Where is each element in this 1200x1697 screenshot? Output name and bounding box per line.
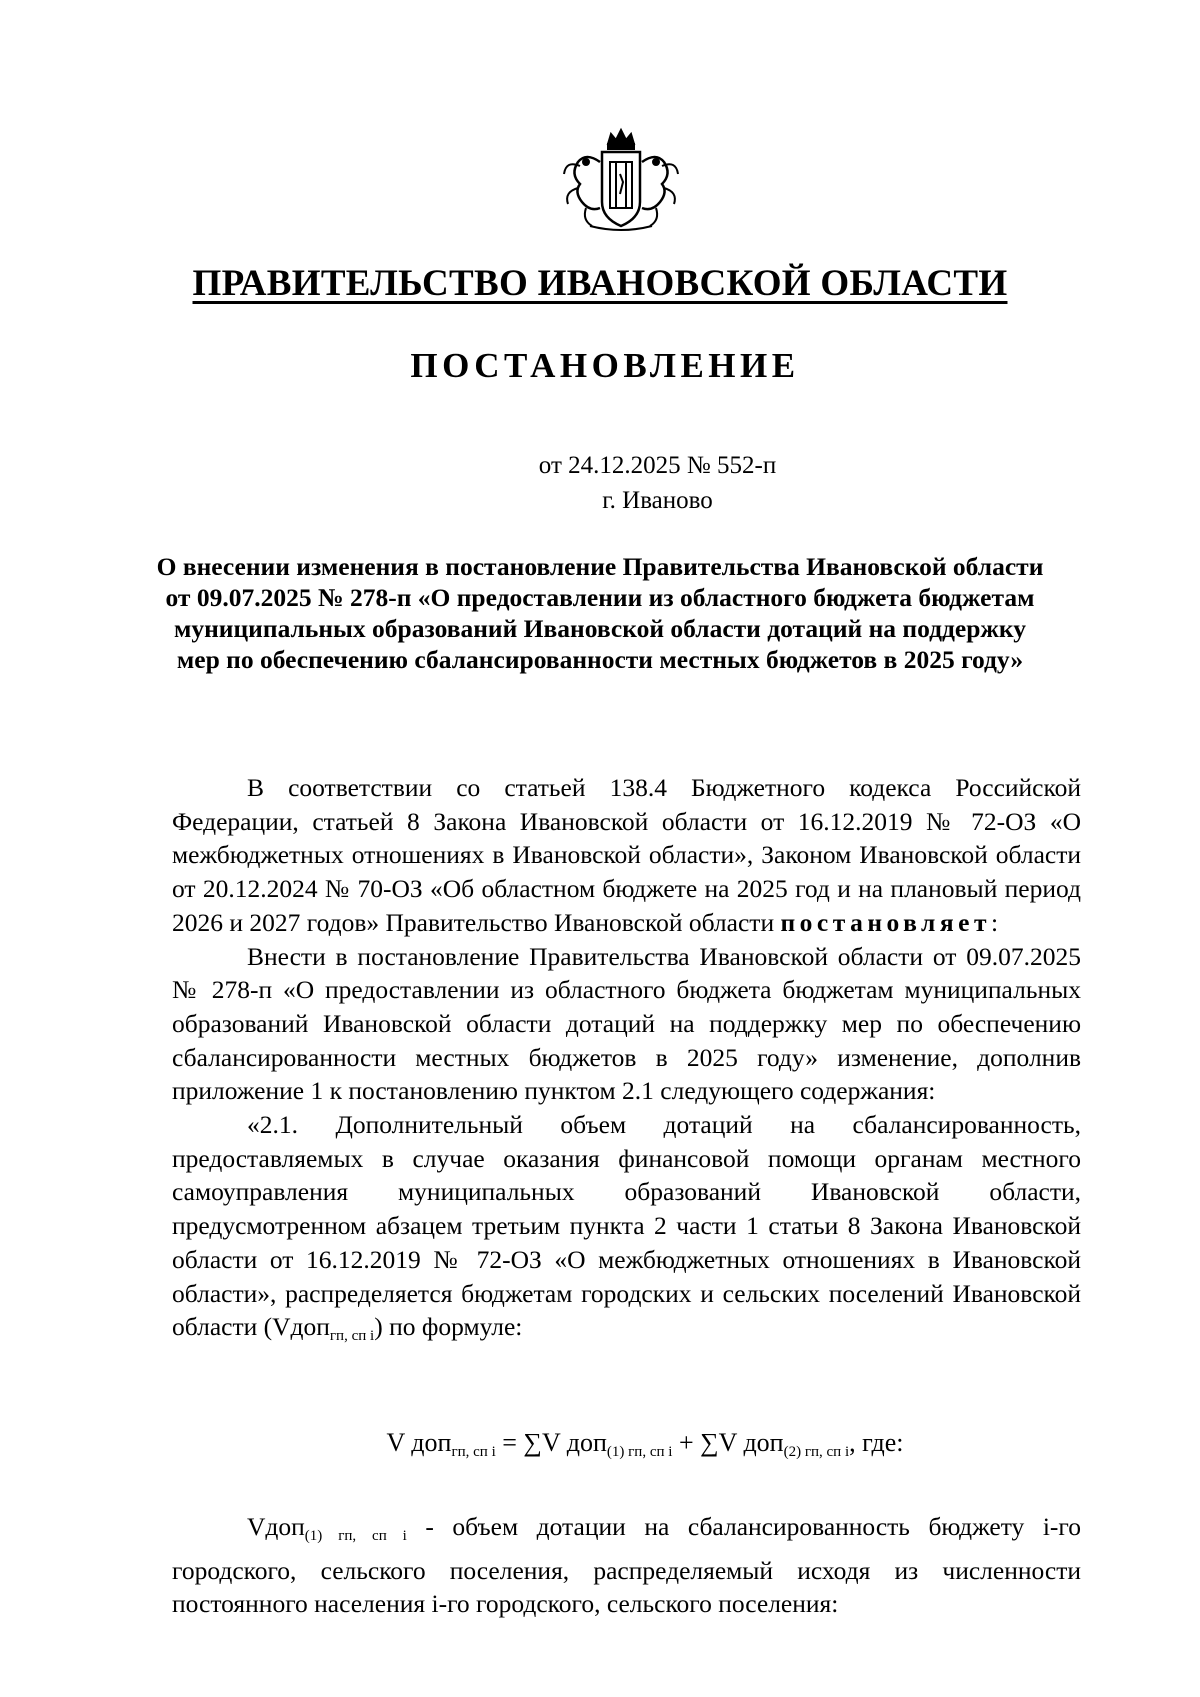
document-title: О внесении изменения в постановление Правительства Ивановской области от 09.07.2025 № 278-п «О предоставлении из областного бюджета бюджетам муниципальных образований Ивановской области дотаций на поддержку мер по обеспечению сбалансированности местных бюджетов в 2025 году»: [156, 552, 1044, 674]
formula-plus: + ∑V доп: [672, 1428, 784, 1457]
definition-block: [172, 1510, 1081, 1621]
clause-end: ) по формуле:: [374, 1312, 523, 1342]
document-meta: [0, 448, 1200, 518]
paragraph-clause-2-1: [172, 1108, 1081, 1354]
document-body: [172, 771, 1081, 1354]
paragraph-amendment: Внести в постановление Правительства Ивановской области от 09.07.2025 № 278-п «О предоставлении из областного бюджета бюджетам муниципальных образований Ивановской области дотаций на поддержку мер по обеспечению сбалансированности местных бюджетов в 2025 году» изменение, дополнив приложение 1 к постановлению пунктом 2.1 следующего содержания:: [172, 941, 1081, 1106]
formula-tail: , где:: [849, 1428, 904, 1457]
paragraph-definition: [172, 1510, 1081, 1621]
document-type: ПОСТАНОВЛЕНИЕ: [410, 346, 800, 385]
formula-term1-sub: (1) гп, сп i: [606, 1444, 673, 1460]
definition-text: - объем дотации на сбалансированность бюджету i-го городского, сельского поселения, распределяемый исходя из численности постоянного населения i-го городского, сельского поселения:: [172, 1512, 1082, 1619]
formula-lhs-sub: гп, сп i: [451, 1444, 496, 1460]
clause-subscript: гп, сп i: [329, 1328, 375, 1345]
preamble-text: В соответствии со статьей 138.4 Бюджетного кодекса Российской Федерации, статьей 8 Закона Ивановской области от 16.12.2019 № 72-ОЗ «О межбюджетных отношениях в Ивановской области», Законом Ивановской области от 20.12.2024 № 70-ОЗ «Об областном бюджете на 2025 год и на плановый период 2026 и 2027 годов» Правительство Ивановской области: [172, 773, 1081, 937]
authority-heading: [0, 262, 1200, 305]
ivanovo-coat-of-arms-icon: [556, 122, 686, 234]
formula-lhs: V доп: [386, 1428, 452, 1457]
date-number: от 24.12.2025 № 552-п: [538, 452, 777, 479]
definition-symbol-sub: (1) гп, сп i: [304, 1528, 407, 1544]
preamble-end: :: [991, 907, 999, 937]
authority-name: ПРАВИТЕЛЬСТВО ИВАНОВСКОЙ ОБЛАСТИ: [192, 263, 1008, 304]
formula-eq: = ∑V доп: [495, 1428, 607, 1457]
decree-word: постановляет: [780, 907, 992, 937]
city: г. Иваново: [602, 487, 713, 514]
formula: [0, 1428, 1200, 1461]
clause-text: «2.1. Дополнительный объем дотаций на сбалансированность, предоставляемых в случае оказания финансовой помощи органам местного самоуправления муниципальных образований Ивановской области, предусмотренном абзацем третьим пункта 2 части 1 статьи 8 Закона Ивановской области от 16.12.2019 № 72-ОЗ «О межбюджетных отношениях в Ивановской области», распределяется бюджетам городских и сельских поселений Ивановской области (Vдоп: [172, 1110, 1081, 1342]
formula-term2-sub: (2) гп, сп i: [783, 1444, 850, 1460]
paragraph-preamble: [172, 771, 1081, 940]
definition-symbol: Vдоп: [247, 1512, 305, 1541]
